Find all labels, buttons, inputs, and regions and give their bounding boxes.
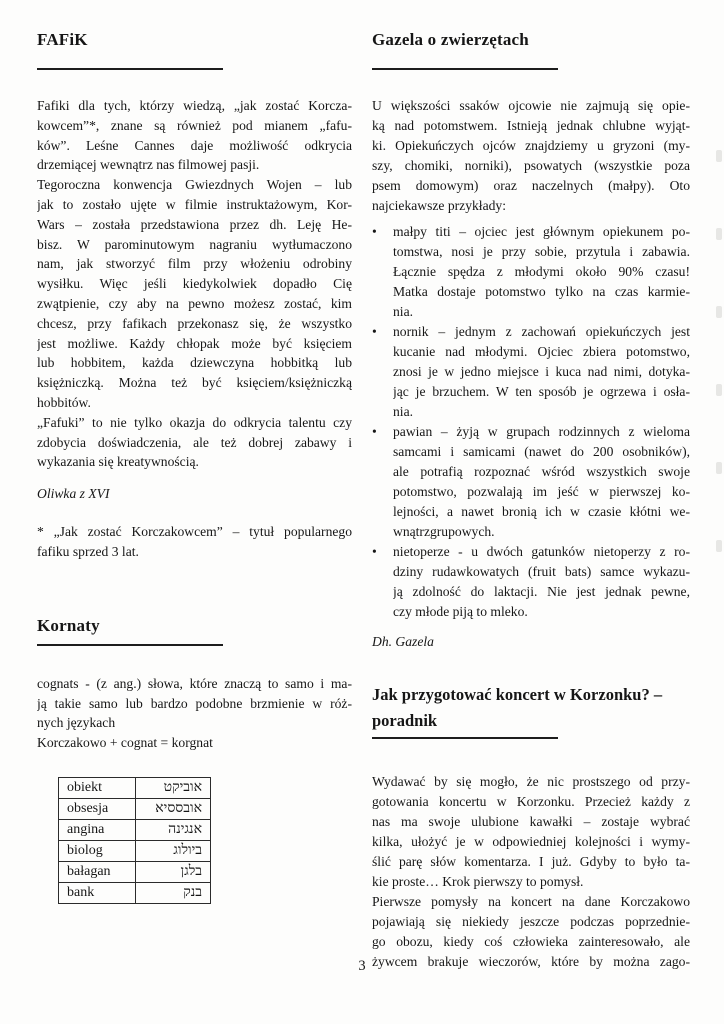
text-line: Wydawać by się mogło, że nic prostszego od przy-	[372, 774, 690, 789]
bullet-icon: •	[372, 224, 377, 239]
bullet-icon: •	[372, 424, 377, 439]
text-line: kie proste… Krok pierwszy to pomysł.	[372, 874, 584, 889]
table-cell-polish: bałagan	[59, 861, 136, 882]
paragraph	[372, 96, 690, 216]
text-line: kilka, ułożyć je w odpowiedniej kolejności i wymy-	[372, 834, 690, 849]
text-line: ką nad potomstwem. Istnieją jednak chlubne wyjąt-	[372, 118, 690, 133]
scan-artifact	[716, 540, 722, 552]
text-line: cognats - (z ang.) słowa, które znaczą to samo i ma-	[37, 675, 352, 691]
text-line: * „Jak zostać Korczakowcem” – tytuł popularnego	[37, 524, 352, 540]
text-line: ją zdolność do laktacji. Nie jest jednak pewne,	[393, 584, 690, 599]
text-line: go obozu, kiedy coś człowieka zainteresowało, ale	[372, 934, 690, 949]
text-line: Wars – została przedstawiona przez dh. Leję He-	[37, 216, 352, 232]
bullet-list	[372, 222, 690, 622]
text-line: nych językach	[37, 715, 116, 731]
article-title-koncert	[372, 682, 690, 734]
text-line: ślić parę słów komentarza. I już. Gdyby to było ta-	[372, 854, 690, 869]
article-title-line: poradnik	[372, 711, 438, 730]
text-line: lub hobbitem, każda dziewczyna hobbitką lub	[37, 355, 352, 371]
text-line: nam, jak stworzyć film przy włożeniu odrobiny	[37, 256, 352, 272]
text-line: ki. Opiekuńczych ojców znajdziemy u gryzoni (my-	[372, 138, 690, 153]
scan-artifact	[716, 384, 722, 396]
table-row	[59, 882, 211, 903]
cognates-table	[58, 777, 211, 904]
text-line: nietoperze - u dwóch gatunków nietoperzy z ro-	[393, 544, 690, 559]
article-title-fafik: FAFiK	[37, 30, 88, 49]
bullet-item	[372, 322, 690, 422]
bullet-item	[372, 422, 690, 542]
bullet-item	[372, 542, 690, 622]
text-line: nornik – jednym z zachowań opiekuńczych jest	[393, 324, 690, 339]
table-row	[59, 861, 211, 882]
table-cell-hebrew: בלגן	[136, 861, 211, 882]
table-cell-hebrew: ביולוג	[136, 840, 211, 861]
text-line: potomstwo, pozwalają im jeść w pierwszej ko-	[393, 484, 690, 499]
paragraph	[37, 733, 352, 753]
page-number: 3	[358, 958, 366, 974]
text-line: fafiku sprzed 3 lat.	[37, 543, 139, 559]
title-rule	[372, 68, 558, 70]
paragraph	[37, 674, 352, 733]
text-line: jak to zostało ujęte w filmie instruktażowym, Kor-	[37, 196, 352, 212]
text-line: ją takie samo lub bardzo podobne brzmienie w róż-	[37, 695, 352, 711]
scan-artifact	[716, 150, 722, 162]
text-line: pawian – żyją w grupach rodzinnych z wieloma	[393, 424, 690, 439]
table-cell-hebrew: אנגינה	[136, 819, 211, 840]
text-line: nia.	[393, 304, 414, 319]
table-cell-polish: bank	[59, 882, 136, 903]
paragraph	[37, 96, 352, 175]
table-cell-hebrew: אובססיא	[136, 798, 211, 819]
scan-artifact	[716, 462, 722, 474]
article-title-gazela: Gazela o zwierzętach	[372, 30, 529, 49]
text-line: Pierwsze pomysły na koncert na dane Korczakowo	[372, 894, 690, 909]
text-line: ale potrafią rozpoznać wśród wszystkich swoje	[393, 464, 690, 479]
text-line: nas ma swoje ulubione kawałki – zostaje wybrać	[372, 814, 690, 829]
bullet-text	[393, 422, 690, 542]
text-line: psem domowym) oraz naczelnych (małpy). Oto	[372, 178, 690, 193]
right-column	[372, 0, 690, 972]
text-line: kucanie nad młodymi. Ojciec zbiera potomstwo,	[393, 344, 690, 359]
text-line: nia.	[393, 404, 414, 419]
text-line: bisz. W parominutowym nagraniu wytłumaczono	[37, 236, 352, 252]
bullet-item	[372, 222, 690, 322]
text-line: U większości ssaków ojcowie nie zajmują się opie-	[372, 98, 690, 113]
text-line: gotowania koncertu w Korzonku. Przecież każdy z	[372, 794, 690, 809]
bullet-text	[393, 542, 690, 622]
table-row	[59, 840, 211, 861]
article-title-kornaty: Kornaty	[37, 615, 100, 635]
table-cell-polish: biolog	[59, 840, 136, 861]
text-line: Tegoroczna konwencja Gwiezdnych Wojen – lub	[37, 177, 352, 193]
table-cell-polish: angina	[59, 819, 136, 840]
text-line: żywcem brakuje wieczorów, które by można zago-	[372, 954, 690, 969]
text-line: Matka dostaje potomstwo tylko na czas karmie-	[393, 284, 690, 299]
text-line: szy, chomiki, norniki), psowatych (wszystkie poza	[372, 158, 690, 173]
paragraph	[37, 413, 352, 472]
text-line: zdobycia doświadczenia, ale też dobrej zabawy i	[37, 434, 352, 450]
title-rule	[372, 737, 558, 739]
left-column	[37, 0, 352, 904]
table-cell-hebrew: בנק	[136, 882, 211, 903]
byline: Dh. Gazela	[372, 634, 434, 649]
text-line: jest możliwe. Każdy chłopak może być księciem	[37, 335, 352, 351]
bullet-text	[393, 322, 690, 422]
text-line: dziny rudawkowatych (fruit bats) samce wykazu-	[393, 564, 690, 579]
table-row	[59, 777, 211, 798]
text-line: zwątpienie, czy aby na pewno możesz zostać, kim	[37, 295, 352, 311]
scan-artifact	[716, 228, 722, 240]
text-line: Łącznie spędza z młodymi około 90% czasu!	[393, 264, 690, 279]
text-line: Fafiki dla tych, którzy wiedzą, „jak zostać Korcza-	[37, 98, 352, 113]
text-line: Korczakowo + cognat = korgnat	[37, 735, 213, 751]
text-line: ków”. Leśne Cannes daje możliwość odkrycia	[37, 137, 352, 153]
table-cell-polish: obiekt	[59, 777, 136, 798]
title-rule	[37, 68, 223, 70]
text-line: chcesz, przy fafikach przekonasz się, że wszystko	[37, 315, 352, 331]
article-title-line: Jak przygotować koncert w Korzonku? –	[372, 685, 663, 704]
table-cell-hebrew: אוביקט	[136, 777, 211, 798]
title-rule	[37, 644, 223, 646]
text-line: znosi je w jedno miejsce i kuca nad nimi, dotyka-	[393, 364, 690, 379]
table-row	[59, 798, 211, 819]
text-line: jąc je brzuchem. W ten sposób je ogrzewa i osła-	[393, 384, 690, 399]
bullet-text	[393, 222, 690, 322]
text-line: księżniczką. Można też być księciem/księżniczką	[37, 375, 352, 391]
text-line: wnątrzgrupowych.	[393, 524, 495, 539]
text-line: małpy titi – ojciec jest głównym opiekunem po-	[393, 224, 690, 239]
text-line: wysiłku. Więc jeśli kiedykolwiek dopadło Cię	[37, 276, 352, 292]
paragraph	[372, 772, 690, 892]
scan-artifact	[716, 306, 722, 318]
footnote	[37, 522, 352, 562]
text-line: drzemiącej wewnątrz nas filmowej pasji.	[37, 157, 260, 173]
byline: Oliwka z XVI	[37, 486, 110, 502]
text-line: najciekawsze przykłady:	[372, 198, 506, 213]
text-line: tomstwa, nosi je przy sobie, przytula i zabawia.	[393, 244, 690, 259]
paragraph	[37, 175, 352, 413]
text-line: „Fafuki” to nie tylko okazja do odkrycia talentu czy	[37, 414, 352, 430]
text-line: lejności, a nawet bronią ich w czasie kłótni we-	[393, 504, 690, 519]
text-line: hobbitów.	[37, 394, 91, 410]
text-line: kowcem”*, znane są również pod mianem „fafu-	[37, 117, 352, 133]
text-line: czy młode piją to mleko.	[393, 604, 528, 619]
bullet-icon: •	[372, 324, 377, 339]
text-line: samcami i samicami (nawet do 200 osobników),	[393, 444, 690, 459]
bullet-icon: •	[372, 544, 377, 559]
table-row	[59, 819, 211, 840]
text-line: wykazania się kreatywnością.	[37, 454, 199, 470]
text-line: pojawiają się niekiedy jeszcze podczas poprzednie-	[372, 914, 690, 929]
table-cell-polish: obsesja	[59, 798, 136, 819]
